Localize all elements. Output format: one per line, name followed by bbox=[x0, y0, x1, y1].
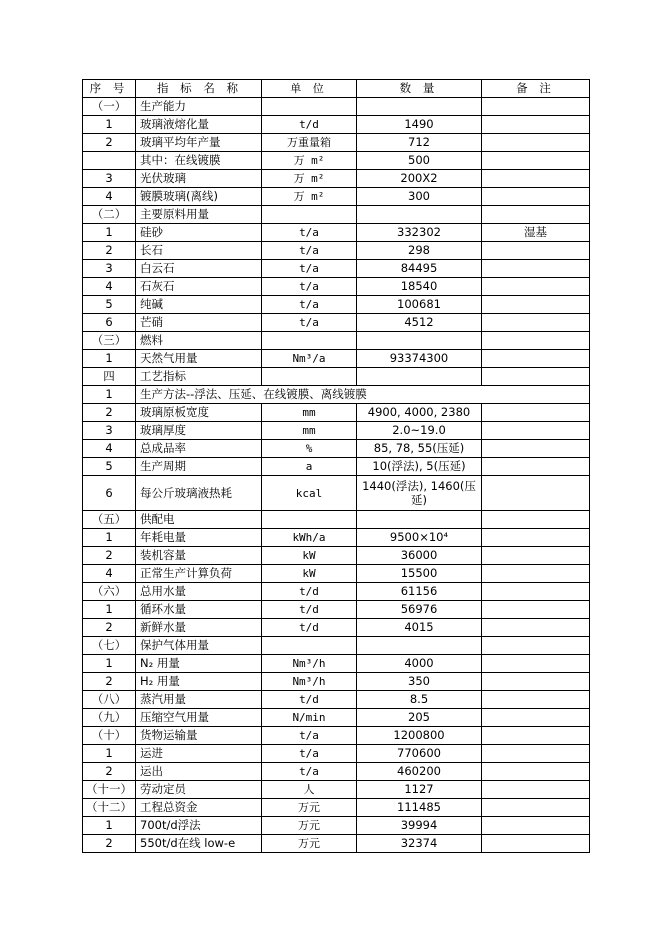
row-name: 玻璃液熔化量 bbox=[136, 116, 262, 134]
row-name: N₂ 用量 bbox=[136, 655, 262, 673]
header-no: 序 号 bbox=[83, 80, 136, 98]
row-name: 玻璃厚度 bbox=[136, 422, 262, 440]
row-unit: 万元 bbox=[262, 817, 357, 835]
row-name: 其中：在线镀膜 bbox=[136, 152, 262, 170]
row-unit: 万重量箱 bbox=[262, 134, 357, 152]
row-name: 每公斤玻璃液热耗 bbox=[136, 476, 262, 511]
row-note bbox=[482, 799, 590, 817]
row-qty: 205 bbox=[357, 709, 482, 727]
row-no: 3 bbox=[83, 422, 136, 440]
table-row bbox=[83, 799, 590, 817]
row-no: 2 bbox=[83, 242, 136, 260]
table-row bbox=[83, 296, 590, 314]
table-row bbox=[83, 511, 590, 529]
row-no: 1 bbox=[83, 655, 136, 673]
row-no: 4 bbox=[83, 440, 136, 458]
table-row bbox=[83, 368, 590, 386]
row-note bbox=[482, 655, 590, 673]
row-note bbox=[482, 278, 590, 296]
row-no: 1 bbox=[83, 745, 136, 763]
row-name: 石灰石 bbox=[136, 278, 262, 296]
row-name: 劳动定员 bbox=[136, 781, 262, 799]
row-qty: 4900, 4000, 2380 bbox=[357, 404, 482, 422]
row-name: 运出 bbox=[136, 763, 262, 781]
row-unit: Nm³/h bbox=[262, 655, 357, 673]
row-name: 镀膜玻璃(离线) bbox=[136, 188, 262, 206]
row-unit: a bbox=[262, 458, 357, 476]
row-note: 湿基 bbox=[482, 224, 590, 242]
row-name: 工艺指标 bbox=[136, 368, 262, 386]
row-unit: N/min bbox=[262, 709, 357, 727]
row-name: 700t/d浮法 bbox=[136, 817, 262, 835]
table-row bbox=[83, 655, 590, 673]
row-unit bbox=[262, 98, 357, 116]
table-row bbox=[83, 350, 590, 368]
row-no: （一） bbox=[83, 98, 136, 116]
row-no: 3 bbox=[83, 260, 136, 278]
row-qty: 4512 bbox=[357, 314, 482, 332]
row-name: 年耗电量 bbox=[136, 529, 262, 547]
row-name: 正常生产计算负荷 bbox=[136, 565, 262, 583]
row-name: 天然气用量 bbox=[136, 350, 262, 368]
row-note bbox=[482, 511, 590, 529]
row-note bbox=[482, 673, 590, 691]
row-qty: 100681 bbox=[357, 296, 482, 314]
row-no: 2 bbox=[83, 673, 136, 691]
row-note bbox=[482, 188, 590, 206]
row-unit: 万 m² bbox=[262, 152, 357, 170]
table-row bbox=[83, 386, 590, 404]
row-note bbox=[482, 422, 590, 440]
row-note bbox=[482, 332, 590, 350]
row-unit: kWh/a bbox=[262, 529, 357, 547]
row-note bbox=[482, 314, 590, 332]
row-no: （二） bbox=[83, 206, 136, 224]
row-unit: Nm³/a bbox=[262, 350, 357, 368]
row-unit: 万元 bbox=[262, 799, 357, 817]
row-name: 生产能力 bbox=[136, 98, 262, 116]
row-note bbox=[482, 691, 590, 709]
table-row bbox=[83, 188, 590, 206]
row-unit: Nm³/h bbox=[262, 673, 357, 691]
row-name: 压缩空气用量 bbox=[136, 709, 262, 727]
row-qty: 18540 bbox=[357, 278, 482, 296]
row-name: H₂ 用量 bbox=[136, 673, 262, 691]
row-qty: 350 bbox=[357, 673, 482, 691]
row-qty: 56976 bbox=[357, 601, 482, 619]
table-row bbox=[83, 673, 590, 691]
row-unit bbox=[262, 368, 357, 386]
row-name: 纯碱 bbox=[136, 296, 262, 314]
table-row bbox=[83, 116, 590, 134]
row-unit: % bbox=[262, 440, 357, 458]
row-no: （九） bbox=[83, 709, 136, 727]
row-note bbox=[482, 727, 590, 745]
row-qty: 1200800 bbox=[357, 727, 482, 745]
row-note bbox=[482, 368, 590, 386]
row-no: （三） bbox=[83, 332, 136, 350]
header-qty: 数 量 bbox=[357, 80, 482, 98]
row-no: 5 bbox=[83, 458, 136, 476]
table-row bbox=[83, 206, 590, 224]
row-note bbox=[482, 206, 590, 224]
row-note bbox=[482, 619, 590, 637]
row-qty: 32374 bbox=[357, 835, 482, 853]
row-note bbox=[482, 116, 590, 134]
row-note bbox=[482, 745, 590, 763]
row-qty: 332302 bbox=[357, 224, 482, 242]
row-name: 生产周期 bbox=[136, 458, 262, 476]
row-note bbox=[482, 601, 590, 619]
row-qty: 39994 bbox=[357, 817, 482, 835]
row-qty bbox=[357, 206, 482, 224]
row-no: 2 bbox=[83, 547, 136, 565]
row-no: 2 bbox=[83, 835, 136, 853]
row-no: （六） bbox=[83, 583, 136, 601]
row-unit: t/d bbox=[262, 619, 357, 637]
row-no: （十二） bbox=[83, 799, 136, 817]
table-row bbox=[83, 134, 590, 152]
row-unit: t/a bbox=[262, 278, 357, 296]
row-name: 总成品率 bbox=[136, 440, 262, 458]
table-row bbox=[83, 278, 590, 296]
row-unit: t/d bbox=[262, 691, 357, 709]
row-no: 5 bbox=[83, 296, 136, 314]
row-note bbox=[482, 835, 590, 853]
row-name: 工程总资金 bbox=[136, 799, 262, 817]
table-row bbox=[83, 242, 590, 260]
row-unit bbox=[262, 206, 357, 224]
table-row bbox=[83, 458, 590, 476]
row-name: 芒硝 bbox=[136, 314, 262, 332]
indicator-table-container bbox=[82, 79, 590, 853]
row-name: 循环水量 bbox=[136, 601, 262, 619]
row-unit: mm bbox=[262, 404, 357, 422]
row-note bbox=[482, 260, 590, 278]
table-row bbox=[83, 637, 590, 655]
row-unit: mm bbox=[262, 422, 357, 440]
row-note bbox=[482, 404, 590, 422]
table-row bbox=[83, 583, 590, 601]
row-unit: t/a bbox=[262, 727, 357, 745]
header-note: 备 注 bbox=[482, 80, 590, 98]
row-note bbox=[482, 709, 590, 727]
row-note bbox=[482, 458, 590, 476]
row-qty: 712 bbox=[357, 134, 482, 152]
row-no: 1 bbox=[83, 817, 136, 835]
row-unit: t/d bbox=[262, 116, 357, 134]
row-name: 玻璃原板宽度 bbox=[136, 404, 262, 422]
row-note bbox=[482, 583, 590, 601]
table-row bbox=[83, 601, 590, 619]
row-note bbox=[482, 637, 590, 655]
row-no: 1 bbox=[83, 601, 136, 619]
row-name: 长石 bbox=[136, 242, 262, 260]
row-qty: 4015 bbox=[357, 619, 482, 637]
table-row bbox=[83, 529, 590, 547]
row-qty: 9500×10⁴ bbox=[357, 529, 482, 547]
row-note bbox=[482, 98, 590, 116]
indicator-table bbox=[82, 79, 590, 853]
row-no: 4 bbox=[83, 278, 136, 296]
row-unit: t/a bbox=[262, 260, 357, 278]
table-row bbox=[83, 727, 590, 745]
row-no: 1 bbox=[83, 350, 136, 368]
row-qty: 84495 bbox=[357, 260, 482, 278]
row-qty: 298 bbox=[357, 242, 482, 260]
row-qty: 8.5 bbox=[357, 691, 482, 709]
row-qty: 15500 bbox=[357, 565, 482, 583]
table-header-row bbox=[83, 80, 590, 98]
row-qty: 300 bbox=[357, 188, 482, 206]
row-unit: t/a bbox=[262, 242, 357, 260]
row-name: 运进 bbox=[136, 745, 262, 763]
row-qty: 93374300 bbox=[357, 350, 482, 368]
table-row bbox=[83, 476, 590, 511]
row-qty: 460200 bbox=[357, 763, 482, 781]
row-note bbox=[482, 547, 590, 565]
row-qty bbox=[357, 637, 482, 655]
row-no: 4 bbox=[83, 565, 136, 583]
row-no: 6 bbox=[83, 314, 136, 332]
table-row bbox=[83, 152, 590, 170]
table-row bbox=[83, 547, 590, 565]
table-row bbox=[83, 260, 590, 278]
table-row bbox=[83, 98, 590, 116]
row-qty: 1440(浮法), 1460(压延) bbox=[357, 476, 482, 511]
row-no: （十一） bbox=[83, 781, 136, 799]
table-body bbox=[83, 98, 590, 853]
row-unit: 万元 bbox=[262, 835, 357, 853]
header-unit: 单 位 bbox=[262, 80, 357, 98]
row-name: 550t/d在线 low-e bbox=[136, 835, 262, 853]
row-name: 玻璃平均年产量 bbox=[136, 134, 262, 152]
table-row bbox=[83, 763, 590, 781]
table-row bbox=[83, 619, 590, 637]
row-note bbox=[482, 350, 590, 368]
row-qty: 770600 bbox=[357, 745, 482, 763]
row-unit bbox=[262, 332, 357, 350]
row-qty: 4000 bbox=[357, 655, 482, 673]
row-no: （八） bbox=[83, 691, 136, 709]
row-unit: t/d bbox=[262, 601, 357, 619]
row-no: 3 bbox=[83, 170, 136, 188]
row-note bbox=[482, 529, 590, 547]
table-row bbox=[83, 709, 590, 727]
row-name: 主要原料用量 bbox=[136, 206, 262, 224]
row-unit: 人 bbox=[262, 781, 357, 799]
row-note bbox=[482, 134, 590, 152]
row-name: 新鲜水量 bbox=[136, 619, 262, 637]
row-name: 生产方法--浮法、压延、在线镀膜、离线镀膜 bbox=[136, 386, 590, 404]
row-note bbox=[482, 476, 590, 511]
table-row bbox=[83, 835, 590, 853]
row-unit: kW bbox=[262, 565, 357, 583]
row-name: 装机容量 bbox=[136, 547, 262, 565]
row-unit: t/a bbox=[262, 763, 357, 781]
row-name: 供配电 bbox=[136, 511, 262, 529]
header-name: 指 标 名 称 bbox=[136, 80, 262, 98]
table-row bbox=[83, 332, 590, 350]
table-row bbox=[83, 565, 590, 583]
row-name: 光伏玻璃 bbox=[136, 170, 262, 188]
row-unit: kW bbox=[262, 547, 357, 565]
row-name: 蒸汽用量 bbox=[136, 691, 262, 709]
row-qty: 36000 bbox=[357, 547, 482, 565]
row-no: 四 bbox=[83, 368, 136, 386]
row-note bbox=[482, 170, 590, 188]
table-row bbox=[83, 314, 590, 332]
row-no: 4 bbox=[83, 188, 136, 206]
row-note bbox=[482, 242, 590, 260]
row-unit: 万 m² bbox=[262, 170, 357, 188]
row-no: 6 bbox=[83, 476, 136, 511]
row-name: 硅砂 bbox=[136, 224, 262, 242]
row-no: 2 bbox=[83, 404, 136, 422]
table-row bbox=[83, 404, 590, 422]
row-note bbox=[482, 440, 590, 458]
row-no: 2 bbox=[83, 763, 136, 781]
row-note bbox=[482, 763, 590, 781]
row-qty: 85, 78, 55(压延) bbox=[357, 440, 482, 458]
row-qty: 1490 bbox=[357, 116, 482, 134]
table-row bbox=[83, 781, 590, 799]
row-qty: 2.0~19.0 bbox=[357, 422, 482, 440]
row-no: （七） bbox=[83, 637, 136, 655]
row-unit: t/d bbox=[262, 583, 357, 601]
row-no: 2 bbox=[83, 134, 136, 152]
row-unit bbox=[262, 511, 357, 529]
row-no bbox=[83, 152, 136, 170]
row-note bbox=[482, 817, 590, 835]
table-row bbox=[83, 422, 590, 440]
row-no: 1 bbox=[83, 224, 136, 242]
row-qty bbox=[357, 368, 482, 386]
table-row bbox=[83, 817, 590, 835]
row-qty bbox=[357, 98, 482, 116]
row-qty bbox=[357, 511, 482, 529]
row-name: 白云石 bbox=[136, 260, 262, 278]
row-qty: 1127 bbox=[357, 781, 482, 799]
row-no: 2 bbox=[83, 619, 136, 637]
row-no: （五） bbox=[83, 511, 136, 529]
table-row bbox=[83, 440, 590, 458]
row-unit bbox=[262, 637, 357, 655]
row-qty: 200X2 bbox=[357, 170, 482, 188]
row-note bbox=[482, 565, 590, 583]
row-qty bbox=[357, 332, 482, 350]
row-note bbox=[482, 296, 590, 314]
row-no: （十） bbox=[83, 727, 136, 745]
row-name: 总用水量 bbox=[136, 583, 262, 601]
row-unit: kcal bbox=[262, 476, 357, 511]
row-qty: 61156 bbox=[357, 583, 482, 601]
row-unit: t/a bbox=[262, 314, 357, 332]
row-name: 保护气体用量 bbox=[136, 637, 262, 655]
row-unit: 万 m² bbox=[262, 188, 357, 206]
row-name: 燃料 bbox=[136, 332, 262, 350]
table-row bbox=[83, 691, 590, 709]
row-name: 货物运输量 bbox=[136, 727, 262, 745]
row-qty: 111485 bbox=[357, 799, 482, 817]
row-no: 1 bbox=[83, 529, 136, 547]
table-row bbox=[83, 170, 590, 188]
row-no: 1 bbox=[83, 116, 136, 134]
row-unit: t/a bbox=[262, 296, 357, 314]
row-note bbox=[482, 152, 590, 170]
table-row bbox=[83, 224, 590, 242]
row-unit: t/a bbox=[262, 224, 357, 242]
row-qty: 500 bbox=[357, 152, 482, 170]
row-no: 1 bbox=[83, 386, 136, 404]
table-row bbox=[83, 745, 590, 763]
row-qty: 10(浮法), 5(压延) bbox=[357, 458, 482, 476]
row-unit: t/a bbox=[262, 745, 357, 763]
row-note bbox=[482, 781, 590, 799]
